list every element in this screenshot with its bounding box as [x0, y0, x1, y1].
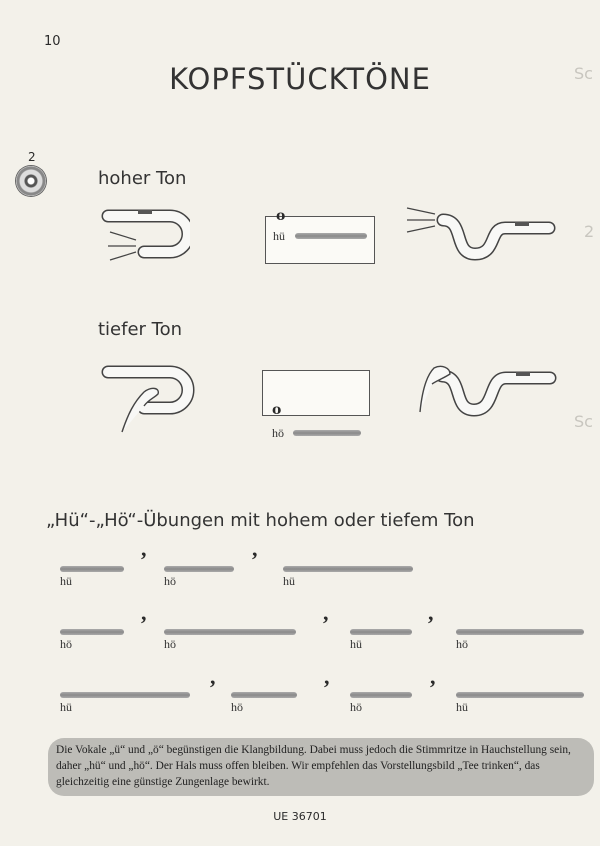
tone-bar	[456, 692, 584, 698]
breath-mark: ,	[428, 600, 434, 625]
tone-bar-high	[295, 233, 367, 239]
exercise-syllable: hö	[164, 574, 176, 588]
bleed-through-mark: 2	[584, 222, 595, 241]
exercise-syllable: hö	[164, 637, 176, 651]
exercise-syllable: hö	[456, 637, 468, 651]
breath-mark: ,	[210, 664, 216, 689]
bleed-through-mark: Sc	[574, 412, 593, 431]
breath-mark: ,	[430, 664, 436, 689]
tone-bar	[456, 629, 584, 635]
whole-note-icon-high: o	[276, 208, 286, 224]
exercise-syllable: hü	[456, 700, 468, 714]
cd-icon	[16, 166, 46, 196]
tone-bar	[350, 692, 412, 698]
syllable-high: hü	[273, 229, 285, 243]
breath-mark: ,	[323, 600, 329, 625]
tone-bar-low	[293, 430, 361, 436]
tone-bar	[60, 629, 124, 635]
exercise-syllable: hü	[350, 637, 362, 651]
syllable-low: hö	[272, 426, 284, 440]
footer-note: Die Vokale „ü“ und „ö“ begünstigen die Klangbildung. Dabei muss jedoch die Stimmritze in Hauchstellung sein, daher „hü“ und „hö“. Der Hals muss offen bleiben. Wir empfehlen das Vorstellungsbild „Tee trinken“, das gleichzeitig eine günstige Zungenlage bewirkt.	[56, 744, 571, 788]
page-title: KOPFSTÜCKTÖNE	[169, 62, 431, 96]
tone-bar	[350, 629, 412, 635]
breath-mark: ,	[141, 600, 147, 625]
exercise-syllable: hü	[60, 574, 72, 588]
catalog-number: UE 36701	[273, 810, 327, 823]
exercise-syllable: hü	[283, 574, 295, 588]
breath-mark: ,	[324, 664, 330, 689]
tone-bar	[164, 629, 296, 635]
exercise-syllable: hö	[350, 700, 362, 714]
exercise-syllable: hö	[231, 700, 243, 714]
tone-bar	[164, 566, 234, 572]
section-label-low: tiefer Ton	[98, 319, 183, 340]
headjoint-illustration-low-right	[416, 362, 558, 428]
whole-note-icon-low: o	[272, 402, 282, 418]
exercise-syllable: hü	[60, 700, 72, 714]
cd-track-number: 2	[28, 150, 36, 164]
page-number: 10	[44, 34, 61, 49]
headjoint-illustration-high-left	[100, 204, 190, 266]
breath-mark: ,	[141, 536, 147, 561]
tone-bar	[231, 692, 297, 698]
exercise-heading: „Hü“-„Hö“-Übungen mit hohem oder tiefem Ton	[46, 510, 475, 531]
tone-bar	[60, 566, 124, 572]
headjoint-illustration-low-left	[100, 360, 196, 434]
breath-mark: ,	[252, 536, 258, 561]
section-label-high: hoher Ton	[98, 168, 187, 189]
tone-bar	[60, 692, 190, 698]
exercise-syllable: hö	[60, 637, 72, 651]
headjoint-illustration-high-right	[405, 206, 557, 268]
bleed-through-mark: Sc	[574, 64, 593, 83]
tone-bar	[283, 566, 413, 572]
